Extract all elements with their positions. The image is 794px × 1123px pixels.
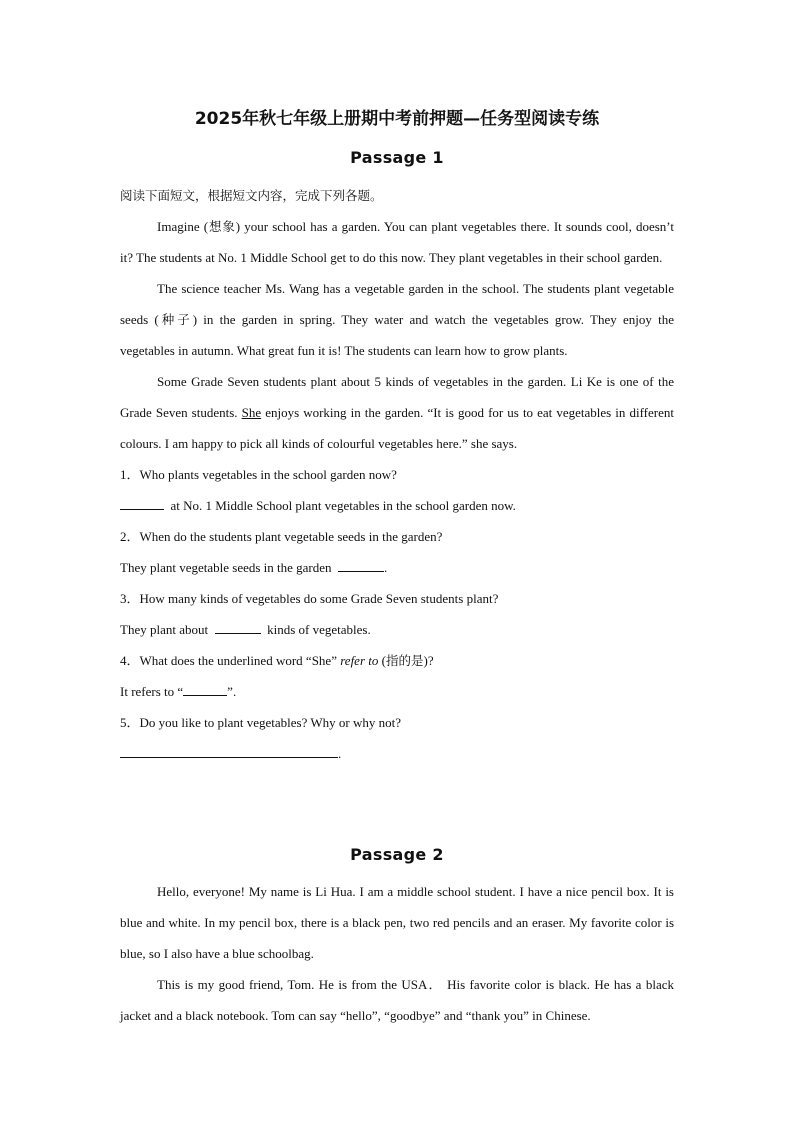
passage-2-paragraph-2: This is my good friend, Tom. He is from the USA． His favorite color is black. He has a black jacket and a black notebook. Tom can say “hello”, “goodbye” and “thank you” in Chinese. [120,977,674,1023]
passage-2-content [120,876,674,1031]
answer-blank[interactable] [338,557,384,572]
question-3: 3．How many kinds of vegetables do some Grade Seven students plant? [120,591,499,606]
question-2: 2．When do the students plant vegetable seeds in the garden? [120,529,443,544]
passage-2-title: Passage 2 [350,845,444,864]
answer-line-5: . [120,738,674,769]
passage-1-title: Passage 1 [350,148,444,167]
question-1: 1．Who plants vegetables in the school garden now? [120,467,397,482]
answer-line-1: at No. 1 Middle School plant vegetables in the school garden now. [120,490,674,521]
instruction: 阅读下面短文，根据短文内容，完成下列各题。 [120,188,383,203]
answer-line-3: They plant about kinds of vegetables. [120,614,674,645]
underlined-word: She [241,405,262,420]
question-5: 5．Do you like to plant vegetables? Why or why not? [120,715,402,730]
answer-blank[interactable] [215,619,261,634]
passage-1-paragraph-2: The science teacher Ms. Wang has a vegetable garden in the school. The students plant vegetable seeds (种子) in the garden in spring. They water and watch the vegetables grow. They enjoy the vegetables in autumn. What great fun it is! The students can learn how to grow plants. [120,281,674,358]
answer-blank[interactable] [120,743,338,758]
passage-1-paragraph-3: Some Grade Seven students plant about 5 kinds of vegetables in the garden. Li Ke is one of the Grade Seven students. She enjoys working in the garden. “It is good for us to eat vegetables in different colours. I am happy to pick all kinds of colourful vegetables here.” she says. [120,374,674,451]
question-4: 4．What does the underlined word “She” refer to (指的是)? [120,653,434,668]
answer-line-4: It refers to “ ”. [120,676,674,707]
document-title: 2025年秋七年级上册期中考前押题—任务型阅读专练 [194,109,600,129]
answer-blank[interactable] [120,495,164,510]
passage-1-paragraph-1: Imagine (想象) your school has a garden. You can plant vegetables there. It sounds cool, doesn’t it? The students at No. 1 Middle School get to do this now. They plant vegetables in their school garden. [120,219,674,265]
answer-blank[interactable] [183,681,227,696]
passage-1-content [120,180,674,769]
passage-2-paragraph-1: Hello, everyone! My name is Li Hua. I am a middle school student. I have a nice pencil box. It is blue and white. In my pencil box, there is a black pen, two red pencils and an eraser. My favorite color is blue, so I also have a blue schoolbag. [120,884,674,961]
answer-line-2: They plant vegetable seeds in the garden . [120,552,674,583]
